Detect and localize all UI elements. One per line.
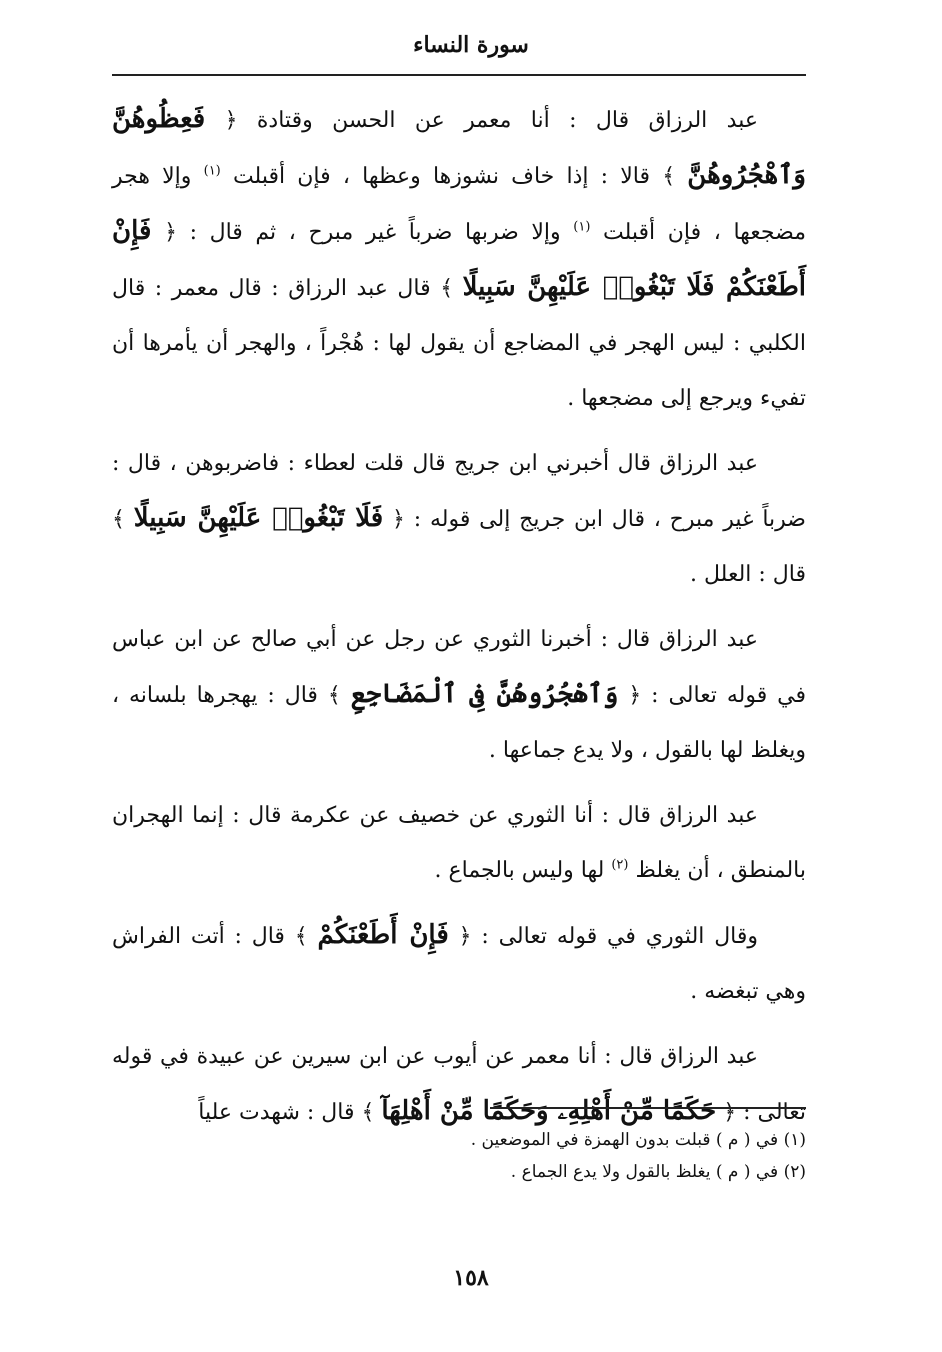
ornate-bracket-close: ﴾: [327, 683, 341, 708]
ornate-bracket-open: ﴿: [164, 220, 177, 245]
ornate-bracket-close: ﴾: [112, 507, 125, 532]
paragraph-2-text-b: قال : العلل .: [690, 562, 806, 587]
quran-verse: فَعِظُوهُنَّ وَٱهْجُرُوهُنَّ: [112, 104, 806, 190]
footnote-marker: (٢): [611, 857, 629, 873]
paragraph-4: [112, 788, 806, 898]
paragraph-3-text-a: عبد الرزاق قال : أخبرنا الثوري عن رجل عن أبي صالح عن ابن عباس في قوله تعالى :: [112, 627, 806, 708]
footnote-marker: (١): [573, 219, 591, 235]
paragraph-1-text-d: وإلا ضربها ضرباً غير مبرح ، ثم قال :: [189, 220, 561, 245]
quran-verse: وَٱهْجُرُوهُنَّ فِى ٱلْمَضَاجِعِ: [350, 679, 619, 709]
paragraph-3-text-b: قال : يهجرها بلسانه ، ويغلظ لها بالقول ، ولا يدع جماعها .: [112, 683, 806, 763]
main-text: [112, 92, 806, 1150]
paragraph-5-text-a: وقال الثوري في قوله تعالى :: [481, 924, 759, 949]
footnote-2: (٢) في ( م ) يغلظ بالقول ولا يدع الجماع .: [510, 1162, 806, 1182]
ornate-bracket-open: ﴿: [723, 1100, 737, 1125]
paragraph-4-text-a: عبد الرزاق قال : أنا الثوري عن خصيف عن عكرمة قال : إنما الهجران بالمنطق ، أن يغلظ: [112, 803, 806, 883]
paragraph-6-text-b: قال : شهدت علياً: [198, 1100, 355, 1125]
quran-verse: فَإِنْ أَطَعْنَكُمْ فَلَا تَبْغُوا۟ عَلَيْهِنَّ سَبِيلًا: [112, 216, 807, 302]
ornate-bracket-open: ﴿: [224, 108, 238, 133]
ornate-bracket-close: ﴾: [440, 276, 454, 301]
footnote-marker: (١): [203, 163, 221, 179]
paragraph-5: [112, 908, 806, 1019]
quran-verse: حَكَمًا مِّنْ أَهْلِهِۦ وَحَكَمًا مِّنْ أَهْلِهَآ: [381, 1096, 717, 1126]
quran-verse: فَإِنْ أَطَعْنَكُمْ: [317, 920, 449, 950]
running-header-title: سورة النساء: [413, 32, 529, 58]
quran-verse: فَلَا تَبْغُوا۟ عَلَيْهِنَّ سَبِيلًا: [133, 503, 384, 533]
ornate-bracket-open: ﴿: [392, 507, 405, 532]
paragraph-2-text-a: عبد الرزاق قال أخبرني ابن جريج قال قلت لعطاء : فاضربوهن ، قال : ضرباً غير مبرح ، قال ابن جريج إلى قوله :: [112, 451, 806, 532]
ornate-bracket-open: ﴿: [628, 683, 642, 708]
ornate-bracket-close: ﴾: [294, 924, 308, 949]
paragraph-4-text-b: لها وليس بالجماع .: [434, 858, 605, 883]
paragraph-1: [112, 92, 806, 426]
ornate-bracket-open: ﴿: [458, 924, 472, 949]
paragraph-1-text-a: عبد الرزاق قال : أنا معمر عن الحسن وقتادة: [256, 108, 758, 133]
footnote-1: (١) في ( م ) قبلت بدون الهمزة في الموضعين .: [470, 1130, 806, 1150]
page-number: ١٥٨: [453, 1265, 489, 1291]
ornate-bracket-close: ﴾: [361, 1100, 375, 1125]
paragraph-2: [112, 436, 806, 602]
paragraph-1-text-e: قال عبد الرزاق : قال معمر : قال الكلبي : ليس الهجر في المضاجع أن يقول لها : هُجْراً ، والهجر أن يأمرها أن تفيء ويرجع إلى مضجعها .: [112, 276, 806, 411]
paragraph-6-text-a: عبد الرزاق قال : أنا معمر عن أيوب عن ابن سيرين عن عبيدة في قوله تعالى :: [112, 1044, 806, 1125]
ornate-bracket-close: ﴾: [662, 164, 676, 189]
header-divider: [112, 74, 806, 76]
paragraph-5-text-b: قال : أتت الفراش وهي تبغضه .: [112, 924, 806, 1004]
paragraph-1-text-b: قالا : إذا خاف نشوزها وعظها ، فإن أقبلت: [232, 164, 651, 189]
footnotes: [112, 1124, 806, 1188]
paragraph-1-text-c: وإلا هجر مضجعها ، فإن أقبلت: [112, 164, 806, 245]
footnote-divider: [490, 1107, 806, 1109]
paragraph-3: [112, 612, 806, 778]
